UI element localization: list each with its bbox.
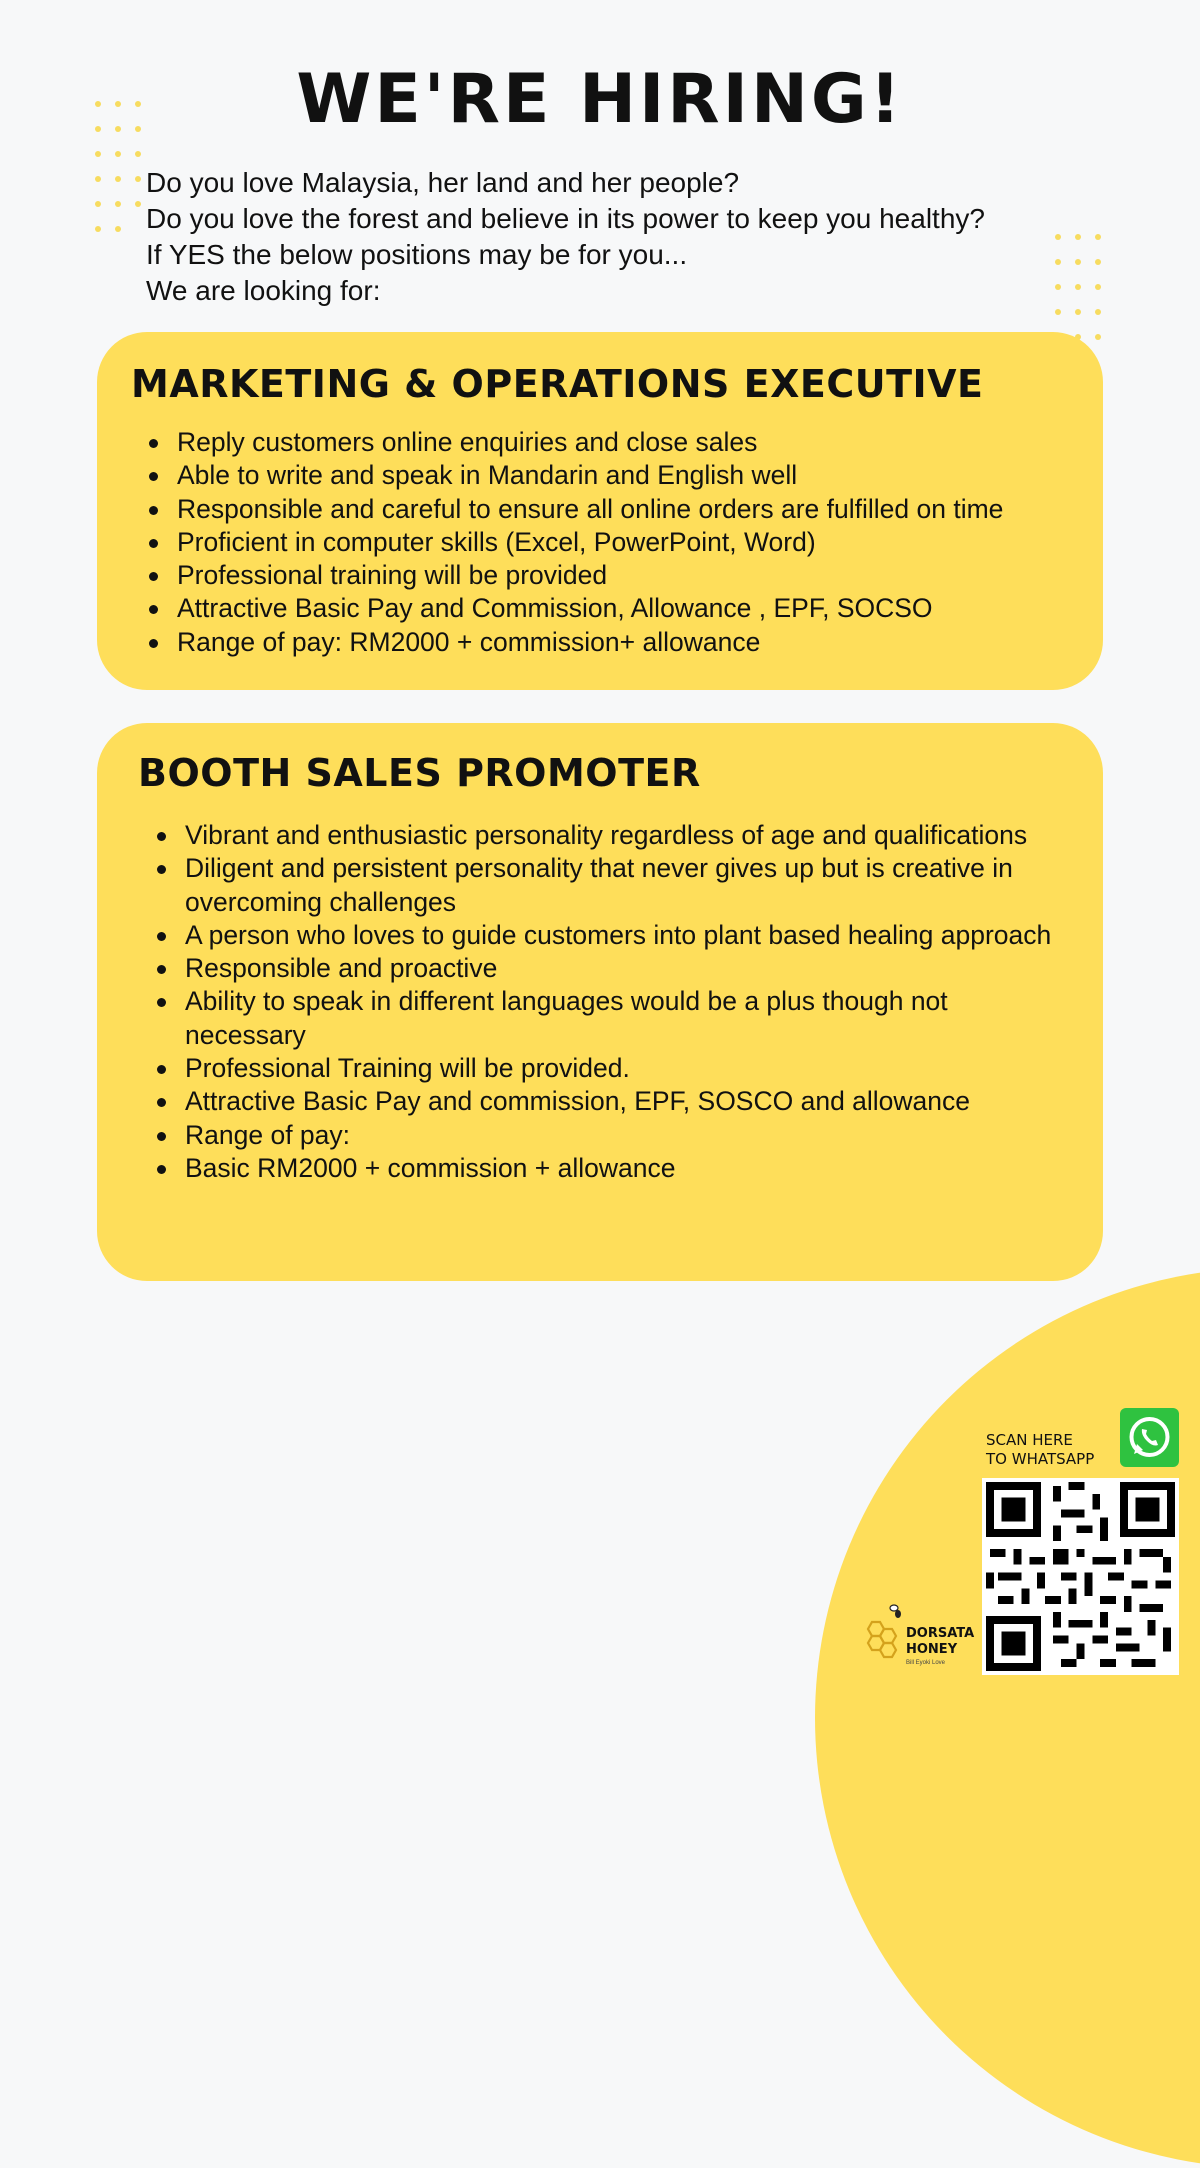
list-item: Professional training will be provided	[147, 559, 1077, 592]
scan-caption	[986, 1431, 1094, 1469]
list-item: Reply customers online enquiries and close sales	[147, 426, 1077, 459]
qr-code[interactable]	[982, 1478, 1179, 1675]
list-item: Professional Training will be provided.	[155, 1052, 1055, 1085]
whatsapp-icon[interactable]	[1120, 1408, 1179, 1467]
intro-line: We are looking for:	[146, 275, 381, 306]
brand-name	[906, 1626, 974, 1658]
list-item: Range of pay: RM2000 + commission+ allowance	[147, 626, 1077, 659]
list-item: A person who loves to guide customers into plant based healing approach	[155, 919, 1055, 952]
position-card-marketing	[97, 332, 1103, 690]
position-card-booth	[97, 723, 1103, 1281]
list-item: Diligent and persistent personality that never gives up but is creative in overcoming challenges	[155, 852, 1055, 919]
list-item: Vibrant and enthusiastic personality regardless of age and qualifications	[155, 819, 1055, 852]
position-title: MARKETING & OPERATIONS EXECUTIVE	[131, 362, 984, 406]
list-item: Responsible and proactive	[155, 952, 1055, 985]
intro-line: If YES the below positions may be for you...	[146, 239, 688, 270]
list-item: Able to write and speak in Mandarin and English well	[147, 459, 1077, 492]
list-item: Basic RM2000 + commission + allowance	[155, 1152, 1055, 1185]
list-item: Attractive Basic Pay and commission, EPF, SOSCO and allowance	[155, 1085, 1055, 1118]
list-item: Ability to speak in different languages would be a plus though not necessary	[155, 985, 1055, 1052]
intro-text	[146, 165, 1106, 309]
requirements-list	[147, 426, 1077, 659]
list-item: Proficient in computer skills (Excel, PowerPoint, Word)	[147, 526, 1077, 559]
brand-name-line: HONEY	[906, 1642, 958, 1657]
corner-accent-circle	[815, 1268, 1200, 2168]
intro-line: Do you love the forest and believe in its power to keep you healthy?	[146, 203, 985, 234]
list-item: Attractive Basic Pay and Commission, Allowance , EPF, SOCSO	[147, 592, 1077, 625]
intro-line: Do you love Malaysia, her land and her people?	[146, 167, 740, 198]
position-title: BOOTH SALES PROMOTER	[138, 751, 701, 795]
list-item: Responsible and careful to ensure all online orders are fulfilled on time	[147, 493, 1077, 526]
scan-line: SCAN HERE	[986, 1431, 1073, 1449]
honeycomb-logo-icon	[860, 1600, 906, 1662]
brand-name-line: DORSATA	[906, 1626, 975, 1641]
page-title: WE'RE HIRING!	[296, 60, 904, 139]
scan-line: TO WHATSAPP	[986, 1450, 1095, 1468]
requirements-list	[155, 819, 1055, 1185]
brand-tagline: Bill Eyoki Love	[906, 1660, 946, 1666]
list-item: Range of pay:	[155, 1119, 1055, 1152]
